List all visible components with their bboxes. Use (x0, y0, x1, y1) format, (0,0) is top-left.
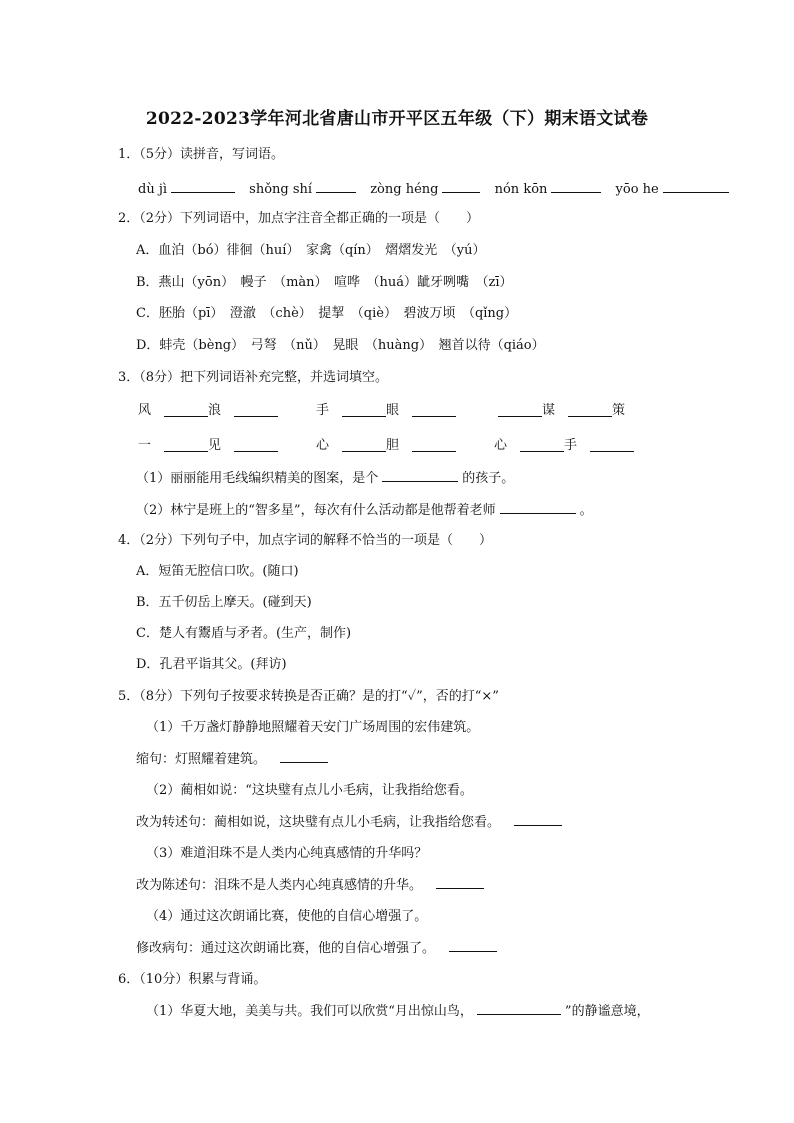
idiom-char: 浪 (208, 403, 222, 418)
question-2-option-a: A．血泊（bó）徘徊（huí） 家禽（qín） 熠熠发光 （yú） (136, 243, 486, 258)
question-5-answer-3 (136, 876, 488, 895)
question-2-option-c: C．胚胎（pī） 澄澈 （chè） 提挈 （qiè） 碧波万顷 （qǐng） (136, 306, 518, 321)
answer-blank[interactable] (520, 439, 564, 452)
question-3-sentence-2 (136, 501, 593, 520)
sentence-text: 改为转述句：蔺相如说，这块璧有点儿小毛病，让我指给您看。 (136, 815, 501, 830)
question-3-sentence-1 (136, 469, 514, 488)
idiom-char: 手 (564, 438, 578, 453)
idiom-char: 策 (612, 403, 626, 418)
idiom-char: 手 (316, 403, 330, 418)
answer-blank[interactable] (316, 180, 356, 193)
answer-blank[interactable] (498, 404, 542, 417)
sentence-text: 。 (579, 503, 593, 518)
answer-blank[interactable] (412, 439, 456, 452)
idiom-char: 风 (138, 403, 152, 418)
answer-blank[interactable] (477, 1002, 561, 1015)
sentence-text: （2）林宁是班上的“智多星”，每次有什么活动都是他帮着老师 (136, 503, 496, 518)
question-1-pinyin-row (138, 180, 739, 199)
question-5-item-2: （2）蔺相如说：“这块璧有点儿小毛病，让我指给您看。 (146, 783, 473, 798)
answer-blank[interactable] (234, 404, 278, 417)
answer-blank[interactable] (568, 404, 612, 417)
answer-blank[interactable] (449, 939, 497, 952)
idiom-char: 一 (138, 438, 152, 453)
pinyin-2: shǒng shí (249, 182, 313, 197)
page-title: 2022-2023学年河北省唐山市开平区五年级（下）期末语文试卷 (145, 109, 649, 129)
question-1-stem: 1．（5分）读拼音，写词语。 (118, 147, 285, 162)
answer-blank[interactable] (342, 439, 386, 452)
pinyin-1: dù jì (138, 182, 168, 197)
question-3-stem: 3．（8分）把下列词语补充完整，并选词填空。 (118, 370, 389, 385)
sentence-text: （1）丽丽能用毛线编织精美的图案，是个 (136, 471, 379, 486)
answer-blank[interactable] (382, 469, 458, 482)
answer-blank[interactable] (164, 439, 208, 452)
answer-blank[interactable] (164, 404, 208, 417)
question-4-option-c: C．楚人有鬻盾与矛者。(生产，制作) (136, 626, 352, 641)
pinyin-3: zòng héng (370, 182, 439, 197)
answer-blank[interactable] (663, 180, 729, 193)
idiom-char: 心 (494, 438, 508, 453)
answer-blank[interactable] (590, 439, 634, 452)
idiom-row-2 (138, 437, 658, 457)
sentence-text: 缩句：灯照耀着建筑。 (136, 752, 267, 767)
answer-blank[interactable] (342, 404, 386, 417)
idiom-row-1 (138, 402, 658, 422)
answer-blank[interactable] (436, 876, 484, 889)
sentence-text: 修改病句：通过这次朗诵比赛，他的自信心增强了。 (136, 941, 436, 956)
question-5-stem: 5．（8分）下列句子按要求转换是否正确？是的打“✓”，否的打“×” (118, 689, 499, 704)
answer-blank[interactable] (514, 813, 562, 826)
question-5-item-1: （1）千万盏灯静静地照耀着天安门广场周围的宏伟建筑。 (146, 720, 480, 735)
idiom-char: 眼 (386, 403, 400, 418)
answer-blank[interactable] (442, 180, 480, 193)
question-4-option-a: A．短笛无腔信口吹。(随口) (136, 564, 299, 579)
question-4-stem: 4．（2分）下列句子中，加点字词的解释不恰当的一项是（ ） (118, 533, 493, 548)
pinyin-4: nón kōn (494, 182, 548, 197)
question-4-option-d: D．孔君平诣其父。(拜访) (136, 657, 287, 672)
pinyin-5: yōo he (615, 182, 659, 197)
question-2-option-d: D．蚌壳（bèng） 弓弩 （nǔ） 晃眼 （huàng） 翘首以待（qiáo） (136, 338, 545, 353)
idiom-char: 见 (208, 438, 222, 453)
question-5-answer-2 (136, 813, 566, 832)
sentence-text: 改为陈述句：泪珠不是人类内心纯真感情的升华。 (136, 878, 423, 893)
answer-blank[interactable] (500, 501, 576, 514)
answer-blank[interactable] (234, 439, 278, 452)
idiom-char: 谋 (542, 403, 556, 418)
answer-blank[interactable] (280, 750, 328, 763)
question-5-answer-1 (136, 750, 332, 769)
idiom-char: 胆 (386, 438, 400, 453)
question-4-option-b: B．五千仞岳上摩天。(碰到天) (136, 595, 312, 610)
question-5-item-3: （3）难道泪珠不是人类内心纯真感情的升华吗？ (146, 846, 428, 861)
question-6-stem: 6．（10分）积累与背诵。 (118, 972, 267, 987)
answer-blank[interactable] (412, 404, 456, 417)
idiom-char: 心 (316, 438, 330, 453)
answer-blank[interactable] (171, 180, 235, 193)
question-5-answer-4 (136, 939, 501, 958)
sentence-text: 的孩子。 (462, 471, 515, 486)
sentence-text: （1）华夏大地，美美与共。我们可以欣赏“月出惊山鸟， (146, 1004, 473, 1019)
question-2-option-b: B．燕山（yōn） 幔子 （màn） 喧哗 （huá）龇牙咧嘴 （zī） (136, 275, 513, 290)
answer-blank[interactable] (551, 180, 601, 193)
question-6-sentence-1 (146, 1002, 650, 1021)
question-5-item-4: （4）通过这次朗诵比赛，使他的自信心增强了。 (146, 909, 428, 924)
question-2-stem: 2．（2分）下列词语中，加点字注音全都正确的一项是（ ） (118, 211, 480, 226)
sentence-text: ”的静谧意境， (564, 1004, 650, 1019)
